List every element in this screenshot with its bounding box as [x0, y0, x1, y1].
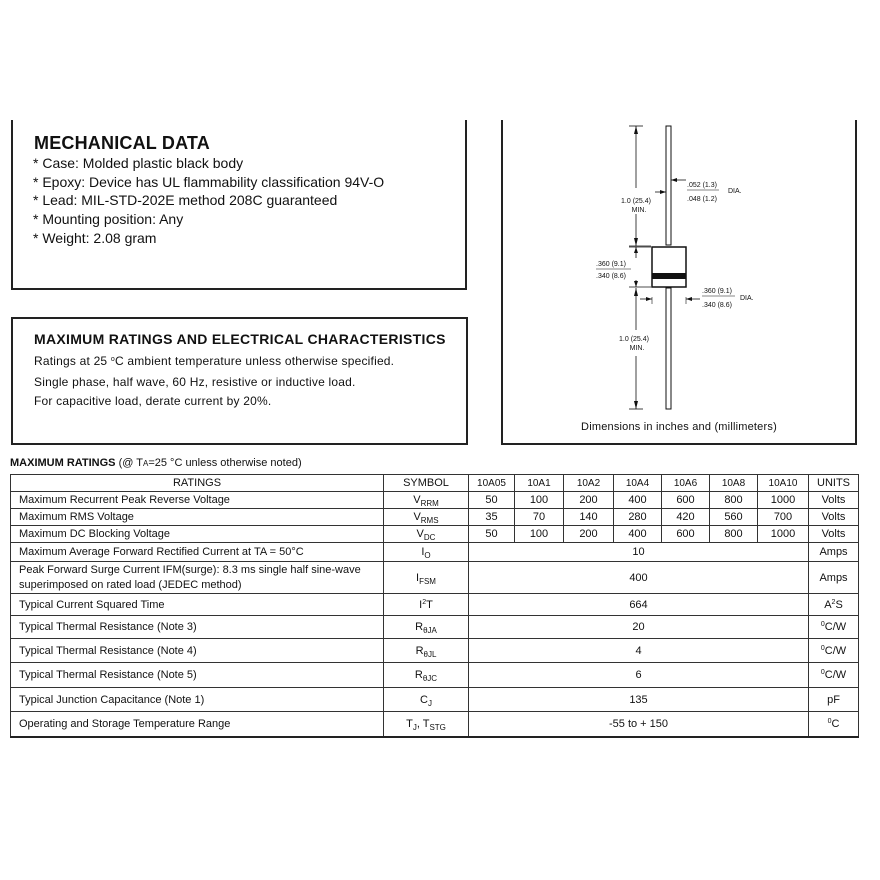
table-row-rjc	[11, 663, 859, 688]
diagram-caption: Dimensions in inches and (millimeters)	[581, 421, 777, 433]
value-cell: 280	[614, 509, 662, 526]
mechanical-data-title: MECHANICAL DATA	[34, 133, 210, 153]
value-cell: 70	[515, 509, 564, 526]
value-cell: 35	[469, 509, 515, 526]
row-symbol: $I_{FSM}$	[384, 562, 469, 594]
value-cell: 100	[515, 526, 564, 543]
unit-cell: $^0$C/W	[809, 663, 859, 688]
body-dia-label: DIA.	[740, 295, 754, 302]
ratings-box-notes	[34, 352, 394, 411]
unit-cell: $A^2S$	[809, 594, 859, 616]
bottom-lead-length-label: 1.0 (25.4)	[619, 336, 649, 343]
row-label: Peak Forward Surge Current IFM(surge): 8.3 ms single half sine-wave superimposed on rated load (JEDEC method)	[11, 562, 384, 594]
value-cell: 400	[614, 492, 662, 509]
header-part: 10A10	[758, 475, 809, 492]
row-label: Maximum Average Forward Rectified Current at TA = 50°C	[11, 543, 384, 562]
table-row-rjl	[11, 639, 859, 663]
value-cell: 200	[564, 526, 614, 543]
header-units: UNITS	[809, 475, 859, 492]
row-symbol: $R_{\theta JL}$	[384, 639, 469, 663]
value-cell: 135	[469, 688, 809, 712]
top-lead	[666, 126, 671, 245]
header-part: 10A2	[564, 475, 614, 492]
header-part: 10A05	[469, 475, 515, 492]
row-label: Typical Thermal Resistance (Note 5)	[11, 663, 384, 688]
row-label: Maximum DC Blocking Voltage	[11, 526, 384, 543]
lead-dia-min-label: .048 (1.2)	[687, 196, 717, 203]
mech-item-case: * Case: Molded plastic black body	[33, 155, 244, 171]
top-lead-min-label: MIN.	[631, 207, 647, 214]
cathode-band	[652, 273, 686, 279]
value-cell: 1000	[758, 526, 809, 543]
value-cell: 140	[564, 509, 614, 526]
ratings-note-capacitive: For capacitive load, derate current by 20%.	[34, 394, 272, 408]
mechanical-data-list	[33, 154, 384, 248]
row-label: Maximum Recurrent Peak Reverse Voltage	[11, 492, 384, 509]
row-symbol: $R_{\theta JA}$	[384, 616, 469, 639]
row-label: Maximum RMS Voltage	[11, 509, 384, 526]
bottom-lead-min-label: MIN.	[629, 345, 645, 352]
unit-cell: Volts	[809, 526, 859, 543]
value-cell: 664	[469, 594, 809, 616]
value-cell: 600	[662, 526, 710, 543]
value-cell: 600	[662, 492, 710, 509]
value-cell: 10	[469, 543, 809, 562]
value-cell: 200	[564, 492, 614, 509]
value-cell: 20	[469, 616, 809, 639]
value-cell: 400	[469, 562, 809, 594]
unit-cell: Volts	[809, 509, 859, 526]
table-row-ifsm	[11, 562, 859, 594]
header-symbol: SYMBOL	[384, 475, 469, 492]
body-length-min-label: .340 (8.6)	[596, 273, 626, 280]
lead-dia-max-label: .052 (1.3)	[687, 182, 717, 189]
header-part: 10A4	[614, 475, 662, 492]
body-dia-min-label: .340 (8.6)	[702, 302, 732, 309]
unit-cell: Amps	[809, 543, 859, 562]
table-row-vdc	[11, 526, 859, 543]
mech-item-mounting: * Mounting position: Any	[33, 211, 184, 228]
row-symbol: $C_J$	[384, 688, 469, 712]
table-row-cj	[11, 688, 859, 712]
unit-cell: $^0$C	[809, 712, 859, 737]
ratings-note-phase: Single phase, half wave, 60 Hz, resistive or inductive load.	[34, 375, 356, 389]
table-row-vrms	[11, 509, 859, 526]
table-title: MAXIMUM RATINGS (@ TA=25 °C unless otherwise noted)	[10, 457, 302, 469]
row-symbol: $V_{DC}$	[384, 526, 469, 543]
ratings-note-temperature: Ratings at 25 $^o$C ambient temperature unless otherwise specified.	[34, 354, 395, 368]
value-cell: 100	[515, 492, 564, 509]
row-symbol: $V_{RMS}$	[384, 509, 469, 526]
header-part: 10A8	[710, 475, 758, 492]
table-row-vrrm	[11, 492, 859, 509]
unit-cell: Amps	[809, 562, 859, 594]
value-cell: 1000	[758, 492, 809, 509]
row-symbol: $V_{RRM}$	[384, 492, 469, 509]
row-symbol: $T_J$, $T_{STG}$	[384, 712, 469, 737]
mech-item-lead: * Lead: MIL-STD-202E method 208C guaranteed	[33, 192, 338, 209]
bottom-lead	[666, 288, 671, 409]
row-label: Typical Current Squared Time	[11, 594, 384, 616]
value-cell: 420	[662, 509, 710, 526]
value-cell: 4	[469, 639, 809, 663]
diode-body	[652, 247, 686, 287]
table-row-rja	[11, 616, 859, 639]
value-cell: 800	[710, 492, 758, 509]
row-symbol: $I^2T$	[384, 594, 469, 616]
mechanical-data-box	[11, 120, 467, 290]
value-cell: 700	[758, 509, 809, 526]
header-part: 10A6	[662, 475, 710, 492]
body-dia-max-label: .360 (9.1)	[702, 288, 732, 295]
header-ratings: RATINGS	[11, 475, 384, 492]
value-cell: 50	[469, 492, 515, 509]
value-cell: 800	[710, 526, 758, 543]
row-label: Typical Junction Capacitance (Note 1)	[11, 688, 384, 712]
unit-cell: pF	[809, 688, 859, 712]
lead-dia-label: DIA.	[728, 188, 742, 195]
dimension-diagram-box	[501, 120, 857, 445]
row-symbol: $I_O$	[384, 543, 469, 562]
row-symbol: $R_{\theta JC}$	[384, 663, 469, 688]
row-label: Typical Thermal Resistance (Note 4)	[11, 639, 384, 663]
mech-item-weight: * Weight: 2.08 gram	[33, 229, 157, 246]
table-row-i2t	[11, 594, 859, 616]
top-lead-length-label: 1.0 (25.4)	[621, 198, 651, 205]
diode-outline-drawing	[503, 120, 855, 420]
unit-cell: $^0$C/W	[809, 639, 859, 663]
table-row-io	[11, 543, 859, 562]
table-header-row	[11, 475, 859, 492]
value-cell: -55 to + 150	[469, 712, 809, 737]
row-label: Operating and Storage Temperature Range	[11, 712, 384, 737]
header-part: 10A1	[515, 475, 564, 492]
mech-item-epoxy: * Epoxy: Device has UL flammability classification 94V-O	[33, 173, 385, 190]
value-cell: 560	[710, 509, 758, 526]
ratings-characteristics-box	[11, 317, 468, 445]
body-length-max-label: .360 (9.1)	[596, 261, 626, 268]
value-cell: 6	[469, 663, 809, 688]
value-cell: 400	[614, 526, 662, 543]
row-label: Typical Thermal Resistance (Note 3)	[11, 616, 384, 639]
table-row-temperature	[11, 712, 859, 737]
unit-cell: $^0$C/W	[809, 616, 859, 639]
unit-cell: Volts	[809, 492, 859, 509]
value-cell: 50	[469, 526, 515, 543]
ratings-table	[10, 474, 859, 738]
ratings-box-title: MAXIMUM RATINGS AND ELECTRICAL CHARACTERISTICS	[34, 331, 446, 347]
